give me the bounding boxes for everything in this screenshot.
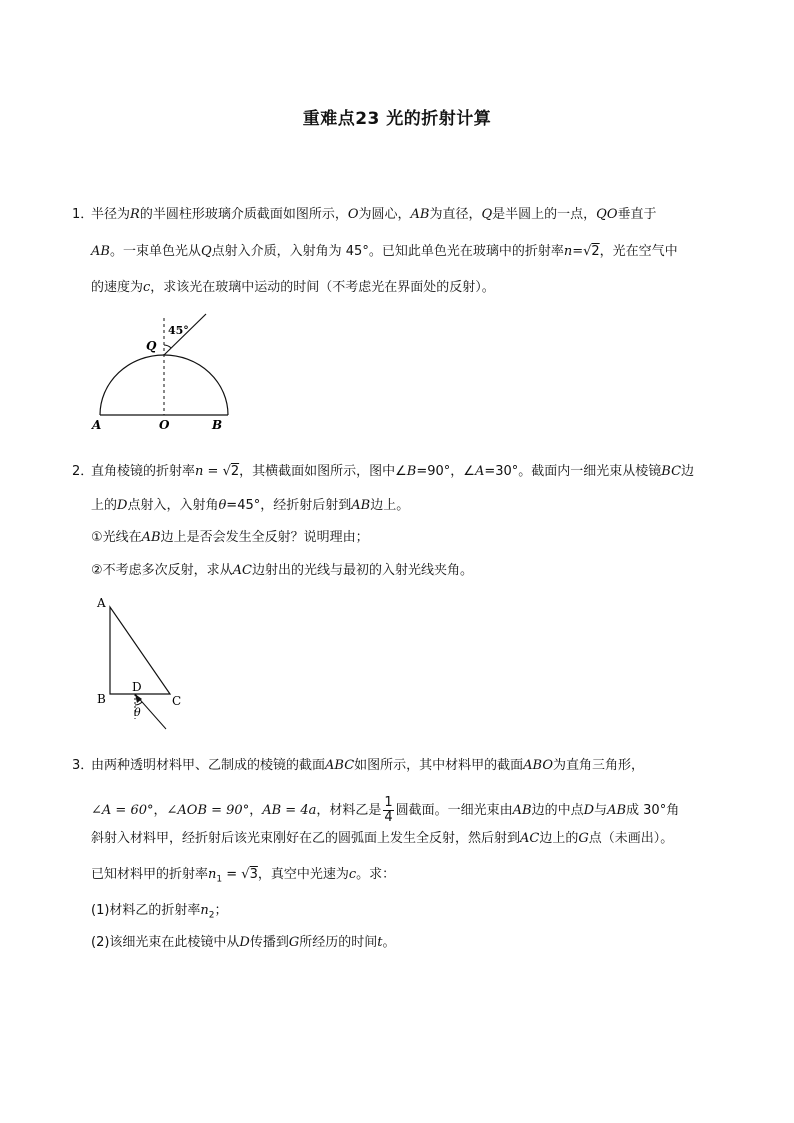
- point-b-label: B: [212, 418, 223, 432]
- question-1-number: 1．: [72, 207, 94, 222]
- sqrt-symbol: √: [583, 244, 592, 259]
- one-quarter-fraction: $\frac{1}{4}$: [384, 795, 393, 825]
- q2-line-1: 直角棱镜的折射率n = √2，其横截面如图所示，图中∠B=90°，∠A=30°。截面内一细光束从棱镜BC边: [91, 464, 695, 479]
- q1-line-1: 半径为R的半圆柱形玻璃介质截面如图所示，O为圆心，AB为直径，Q是半圆上的一点，QO垂直于: [91, 207, 657, 222]
- arrow-head: [135, 694, 142, 703]
- angle-arc: [164, 345, 171, 348]
- q2-line-2: 上的D点射入，入射角θ=45°，经折射后射到AB边上。: [91, 498, 410, 513]
- point-a-label: A: [92, 418, 102, 432]
- q3-line-2: ∠A = 60°，∠AOB = 90°，AB = 4a，材料乙是 $\frac{1}{4}$ 圆截面。一细光束由AB边的中点D与AB成 30°角: [91, 795, 680, 825]
- question-3-number: 3．: [72, 758, 94, 773]
- point-o-label: O: [159, 418, 170, 432]
- question-2-number: 2．: [72, 464, 94, 479]
- label-theta: θ: [134, 706, 141, 719]
- label-d: D: [132, 680, 142, 694]
- q2-line-4: ②不考虑多次反射，求从AC边射出的光线与最初的入射光线夹角。: [91, 563, 474, 578]
- q1-line-2: AB。一束单色光从Q点射入介质，入射角为 45°。已知此单色光在玻璃中的折射率n=√2，光在空气中: [91, 244, 678, 259]
- label-b: B: [97, 692, 106, 706]
- q3-line-3: 斜射入材料甲，经折射后该光束刚好在乙的圆弧面上发生全反射，然后射到AC边上的G点（未画出）。: [91, 831, 674, 846]
- label-a: A: [97, 596, 106, 610]
- q3-line-6: (2)该细光束在此棱镜中从D传播到G所经历的时间t。: [91, 935, 396, 950]
- q2-prism-figure: [92, 595, 202, 735]
- page-title: 重难点23 光的折射计算: [302, 109, 492, 129]
- q2-line-3: ①光线在AB边上是否会发生全反射？说明理由；: [91, 530, 369, 545]
- q3-line-5: (1)材料乙的折射率$n_2$；: [91, 903, 228, 921]
- q3-line-4: 已知材料甲的折射率$n_1 = √3$，真空中光速为c。求：: [91, 867, 396, 885]
- q1-semicircle-figure: [88, 312, 248, 437]
- label-c: C: [172, 694, 182, 708]
- theta-arc: [135, 702, 142, 705]
- q1-line-3: 的速度为c，求该光在玻璃中运动的时间（不考虑光在界面处的反射）。: [91, 280, 495, 295]
- point-q-label: Q: [146, 339, 157, 353]
- q3-line-1: 由两种透明材料甲、乙制成的棱镜的截面ABC如图所示，其中材料甲的截面ABO为直角三角形，: [91, 758, 645, 773]
- angle-label: 45°: [168, 324, 189, 337]
